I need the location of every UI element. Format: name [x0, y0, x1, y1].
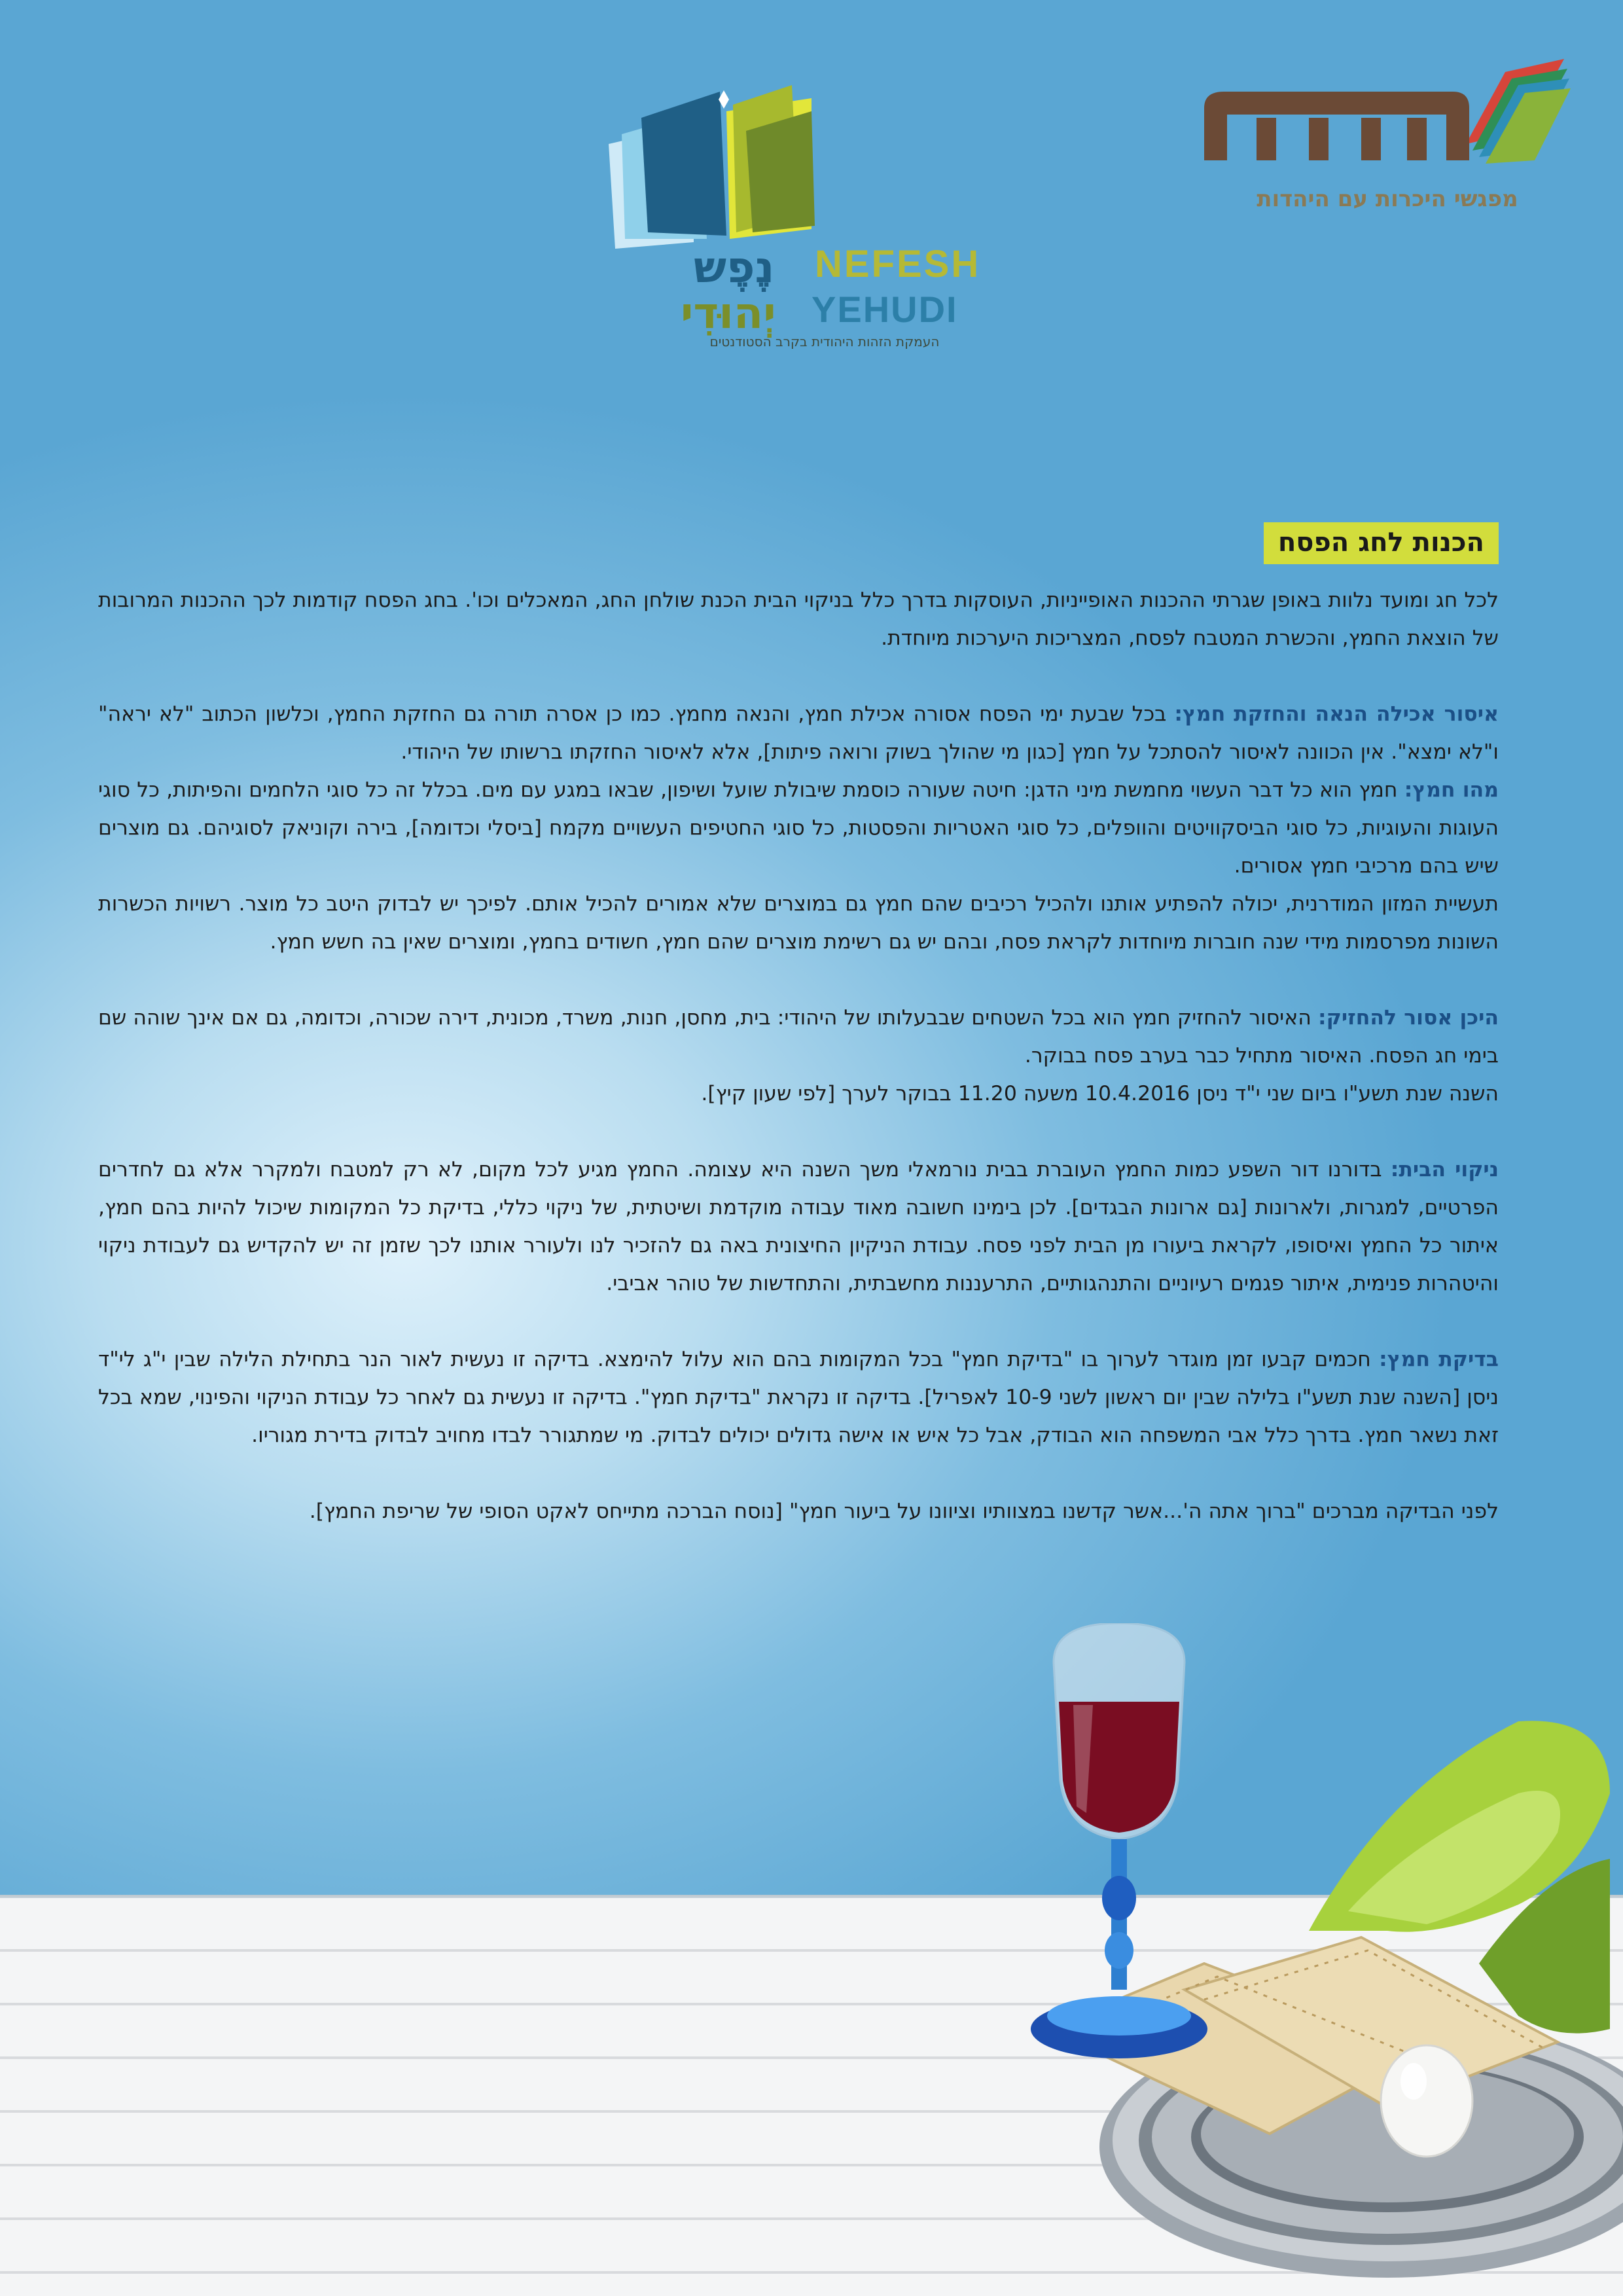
open-book-icon [596, 85, 962, 255]
yehudi-hebrew: יְהוּדִי [681, 288, 776, 338]
nefesh-yehudi-logo [596, 85, 981, 360]
mahu-label: מהו חמץ: [1404, 778, 1499, 802]
mahu-paragraph [98, 771, 1499, 885]
nefesh-yehudi-tagline: העמקת הזהות היהודית בקרב הסטודנטים [709, 334, 940, 350]
year-paragraph: השנה שנת תשע"ו ביום שני י"ד ניסן 10.4.2016 משעה 11.20 בבוקר לערך [לפי שעון קיץ]. [701, 1082, 1499, 1105]
clean-label: ניקוי הבית: [1390, 1158, 1499, 1181]
ravadim-tagline: מפגשי היכרות עם היהדות [1257, 186, 1518, 212]
nefesh-english: NEFESH [815, 243, 981, 285]
page-title: הכנות לחג הפסח [1264, 522, 1499, 564]
nefesh-hebrew: נֶפֶש [694, 242, 775, 293]
seder-plate-icon [1021, 1623, 1623, 2296]
issur-paragraph [98, 695, 1499, 771]
ravadim-logo-text [1204, 186, 1571, 212]
check-label: בדיקת חמץ: [1379, 1348, 1499, 1371]
where-label: היכן אסור להחזיק: [1318, 1006, 1499, 1030]
blessing-paragraph: לפני הבדיקה מברכים "ברוך אתה ה'...אשר קדשנו במצוותיו וציוונו על ביעור חמץ" [נוסח הברכה מתייחס לאקט הסופי של שריפת החמץ]. [309, 1499, 1499, 1523]
where-paragraph [98, 999, 1499, 1075]
mahu-text: חמץ הוא כל דבר העשוי מחמשת מיני הדגן: חיטה שעורה כוסמת שיבולת שועל ושיפון, שבאו במגע עם מים. בכלל זה כל סוגי הלחמים והפיתות, כל סוגי העוגות והעוגיות, כל סוגי הביסקוויטים והוופלים, כל סוגי האטריות והפסטות, כל סוגי החטיפים העשויים מקמח [ביסלי וכדומה], בירה וקוניאק לסוגיהם. גם מוצרים שיש בהם מרכיבי חמץ אסורים. [98, 778, 1499, 878]
where-text: האיסור להחזיק חמץ הוא בכל השטחים שבבעלותו של היהודי: בית, מחסן, חנות, משרד, מכונית, דירה שכורה, וכדומה, גם אם אינך שוהה שם בימי חג הפסח. האיסור מתחיל כבר בערב פסח בבוקר. [98, 1006, 1499, 1067]
intro-paragraph: לכל חג ומועד נלוות באופן שגרתי ההכנות האופייניות, העוסקות בדרך כלל בניקוי הבית הכנת שולחן החג, המאכלים וכו'. בחג הפסח קודמות לכך ההכנות המרובות של הוצאת החמץ, והכשרת המטבח לפסח, המצריכות היערכות מיוחדת. [98, 588, 1499, 650]
industry-paragraph: תעשיית המזון המודרנית, יכולה להפתיע אותנו ולהכיל רכיבים שהם חמץ גם במוצרים שלא אמורים להכיל אותם. לפיכך יש לבדוק היטב כל מוצר. רשויות הכשרות השונות מפרסמות מידי שנה חוברות מיוחדות לקראת פסח, ובהם יש גם רשימת מוצרים שהם חמץ, חשודים בחמץ, ומוצרים שאין בה חשש חמץ. [98, 892, 1499, 954]
yehudi-english: YEHUDI [812, 289, 958, 330]
check-text: חכמים קבעו זמן מוגדר לערוך בו "בדיקת חמץ" בכל המקומות בהם הוא עלול להימצא. בדיקה זו נעשית לאור הנר בתחילת הלילה שבין י"ג לי"ד ניסן [השנה שנת תשע"ו בלילה שבין יום ראשון לשני 10-9 לאפריל]. בדיקה זו נקראת "בדיקת חמץ". בדיקה זו נעשית גם לאחר כל עבודת הניקוי והפינוי, שמא בכל זאת נשאר חמץ. בדרך כלל אבי המשפחה הוא הבודק, אבל כל איש או אישה גדולים יכולים לבדוק. מי שמתגורר לבדו מחויב לבדוק בדירת מגוריו. [98, 1348, 1499, 1447]
clean-paragraph [98, 1151, 1499, 1302]
check-paragraph [98, 1340, 1499, 1454]
issur-text: בכל שבעת ימי הפסח אסורה אכילת חמץ, והנאה מחמץ. כמו כן אסרה תורה גם החזקת החמץ, וכלשון הכתוב "לא יראה" ו"לא ימצא". אין הכוונה לאיסור להסתכל על חמץ [כגון מי שהולך בשוק ורואה פיתות], אלא לאיסור החזקתו ברשותו של היהודי. [98, 702, 1499, 764]
ravadim-logo [1178, 46, 1571, 216]
clean-text: בדורנו דור השפע כמות החמץ העוברת בבית נורמאלי משך השנה היא עצומה. החמץ מגיע לכל מקום, לא רק למטבח ולמקרר אלא גם לחדרים הפרטיים, למגרות, ולארונות [גם ארונות הבגדים]. לכן בימינו חשובה מאוד עבודה מוקדמת ושיטתית, של ניקוי כללי, בדיקת כל המקומות שיכול להיות בהם חמץ, איתור כל החמץ ואיסופו, לקראת ביעורו מן הבית לפני פסח. עבודת הניקיון החיצונית באה גם להזכיר לנו ולעורר אותנו לכך שזמן זה יש להקדיש גם לעבודת ניקוי והיטהרות פנימית, איתור פגמים רעיוניים והתנהגותיים, התרעננות מחשבתית, והתחדשות של טוהר אביבי. [98, 1158, 1499, 1295]
article-body [98, 581, 1499, 1530]
issur-label: איסור אכילה הנאה והחזקת חמץ: [1174, 702, 1499, 726]
